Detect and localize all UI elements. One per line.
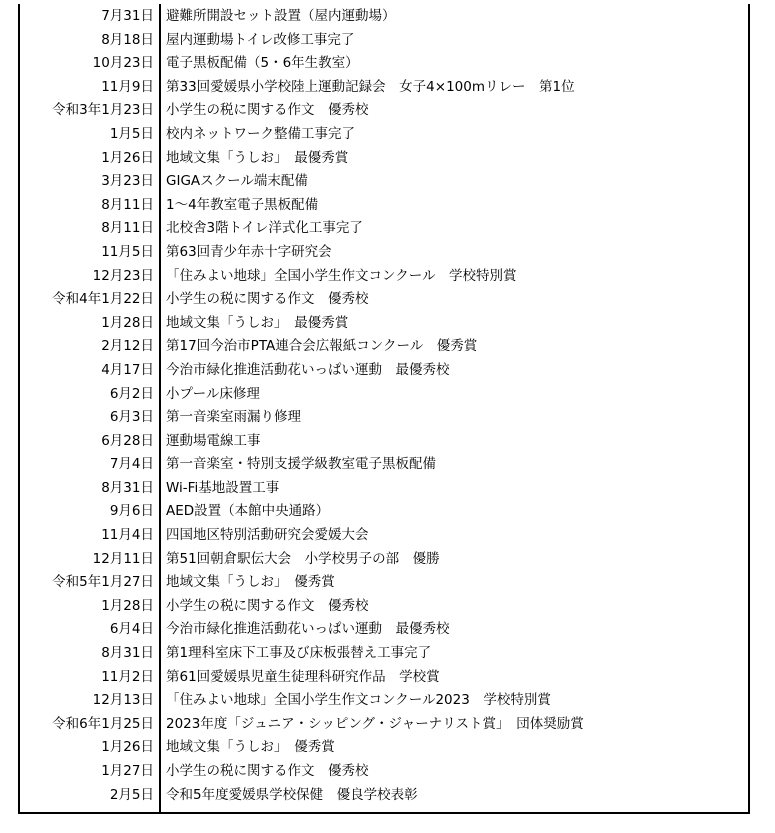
- table-body: [18, 5, 750, 807]
- table-row: [18, 123, 750, 147]
- event-date: 1月5日: [109, 125, 154, 142]
- event-date: 2月5日: [109, 786, 154, 803]
- table-row: [18, 500, 750, 524]
- table-row: [18, 217, 750, 241]
- table-row: [18, 29, 750, 53]
- event-description: 小学生の税に関する作文 優秀校: [166, 102, 369, 119]
- table-row: [18, 524, 750, 548]
- event-description: 地域文集「うしお」 最優秀賞: [166, 149, 349, 166]
- event-description: 今治市緑化推進活動花いっぱい運動 最優秀校: [166, 361, 450, 378]
- event-description: 四国地区特別活動研究会愛媛大会: [166, 527, 369, 544]
- event-description: 第61回愛媛県児童生徒理科研究作品 学校賞: [166, 668, 440, 685]
- event-description: 避難所開設セット設置（屋内運動場）: [166, 8, 396, 24]
- event-date: 10月23日: [92, 55, 154, 72]
- event-description: 2023年度「ジュニア・シッピング・ジャーナリスト賞」 団体奨励賞: [166, 715, 584, 732]
- table-row: [18, 194, 750, 218]
- table-row: [18, 595, 750, 619]
- event-date: 2月12日: [101, 338, 154, 355]
- event-date: 11月4日: [101, 527, 154, 544]
- event-date: 1月26日: [101, 149, 154, 166]
- event-date: 8月31日: [101, 479, 154, 496]
- table-row: [18, 618, 750, 642]
- event-date: 3月23日: [101, 173, 154, 190]
- table-row: [18, 5, 750, 29]
- event-description: 第17回今治市PTA連合会広報紙コンクール 優秀賞: [166, 338, 478, 355]
- table-row: [18, 265, 750, 289]
- table-row: [18, 359, 750, 383]
- event-description: 第33回愛媛県小学校陸上運動記録会 女子4×100mリレー 第1位: [166, 78, 575, 95]
- event-description: 第63回青少年赤十字研究会: [166, 243, 332, 260]
- event-description: GIGAスクール端末配備: [166, 173, 308, 190]
- event-date: 8月11日: [101, 220, 154, 237]
- event-description: Wi-Fi基地設置工事: [166, 479, 280, 496]
- event-date: 6月2日: [109, 385, 154, 402]
- event-date: 11月2日: [101, 668, 154, 685]
- table-row: [18, 99, 750, 123]
- table-row: [18, 571, 750, 595]
- table-row: [18, 784, 750, 808]
- table-row: [18, 76, 750, 100]
- table-row: [18, 312, 750, 336]
- event-description: 「住みよい地球」全国小学生作文コンクール2023 学校特別賞: [166, 692, 551, 709]
- event-date: 令和6年1月25日: [52, 715, 154, 732]
- table-row: [18, 430, 750, 454]
- event-date: 8月11日: [101, 196, 154, 213]
- event-date: 1月26日: [101, 739, 154, 756]
- table-row: [18, 477, 750, 501]
- event-date: 8月18日: [101, 31, 154, 48]
- table-row: [18, 453, 750, 477]
- event-description: 小学生の税に関する作文 優秀校: [166, 763, 369, 779]
- table-row: [18, 335, 750, 359]
- table-row: [18, 760, 750, 784]
- table-row: [18, 241, 750, 265]
- event-date: 6月3日: [109, 409, 154, 426]
- event-description: 地域文集「うしお」 最優秀賞: [166, 314, 349, 331]
- event-description: 今治市緑化推進活動花いっぱい運動 最優秀校: [166, 621, 450, 638]
- event-description: 令和5年度愛媛県学校保健 優良学校表彰: [166, 786, 418, 803]
- event-description: 小プール床修理: [166, 385, 260, 402]
- event-description: 1～4年教室電子黒板配備: [166, 196, 319, 213]
- event-description: 第1理科室床下工事及び床板張替え工事完了: [166, 645, 432, 662]
- history-table: [18, 4, 750, 814]
- table-row: [18, 52, 750, 76]
- event-date: 11月9日: [101, 78, 154, 95]
- event-date: 令和4年1月22日: [52, 291, 154, 308]
- event-date: 4月17日: [101, 361, 154, 378]
- table-row: [18, 548, 750, 572]
- event-date: 12月13日: [92, 692, 154, 709]
- event-description: 電子黒板配備（5・6年生教室）: [166, 55, 359, 72]
- table-row: [18, 147, 750, 171]
- event-date: 1月27日: [101, 763, 154, 779]
- table-row: [18, 689, 750, 713]
- table-row: [18, 406, 750, 430]
- table-row: [18, 642, 750, 666]
- event-date: 12月23日: [92, 267, 154, 284]
- event-description: 第一音楽室雨漏り修理: [166, 409, 301, 426]
- event-date: 7月31日: [101, 8, 154, 24]
- event-date: 6月4日: [109, 621, 154, 638]
- event-description: 運動場電線工事: [166, 432, 261, 449]
- event-description: 地域文集「うしお」 優秀賞: [166, 739, 335, 756]
- event-description: 「住みよい地球」全国小学生作文コンクール 学校特別賞: [166, 267, 517, 284]
- table-row: [18, 666, 750, 690]
- table-bottom-border: [18, 812, 750, 814]
- event-description: 小学生の税に関する作文 優秀校: [166, 291, 369, 308]
- event-date: 11月5日: [101, 243, 154, 260]
- event-description: 小学生の税に関する作文 優秀校: [166, 597, 369, 614]
- event-date: 8月31日: [101, 645, 154, 662]
- event-description: 地域文集「うしお」 優秀賞: [166, 574, 335, 591]
- table-row: [18, 170, 750, 194]
- event-description: 北校舎3階トイレ洋式化工事完了: [166, 220, 363, 237]
- event-date: 7月4日: [109, 456, 154, 473]
- event-description: 第51回朝倉駅伝大会 小学校男子の部 優勝: [166, 550, 440, 567]
- event-date: 1月28日: [101, 597, 154, 614]
- event-description: AED設置（本館中央通路）: [166, 503, 330, 520]
- event-description: 第一音楽室・特別支援学級教室電子黒板配備: [166, 456, 436, 473]
- table-row: [18, 713, 750, 737]
- event-date: 9月6日: [109, 503, 154, 520]
- event-date: 6月28日: [101, 432, 154, 449]
- event-date: 令和5年1月27日: [52, 574, 154, 591]
- table-row: [18, 736, 750, 760]
- event-description: 校内ネットワーク整備工事完了: [166, 125, 355, 142]
- event-date: 1月28日: [101, 314, 154, 331]
- table-row: [18, 383, 750, 407]
- event-date: 令和3年1月23日: [52, 102, 154, 119]
- event-date: 12月11日: [92, 550, 154, 567]
- table-row: [18, 288, 750, 312]
- event-description: 屋内運動場トイレ改修工事完了: [166, 31, 355, 48]
